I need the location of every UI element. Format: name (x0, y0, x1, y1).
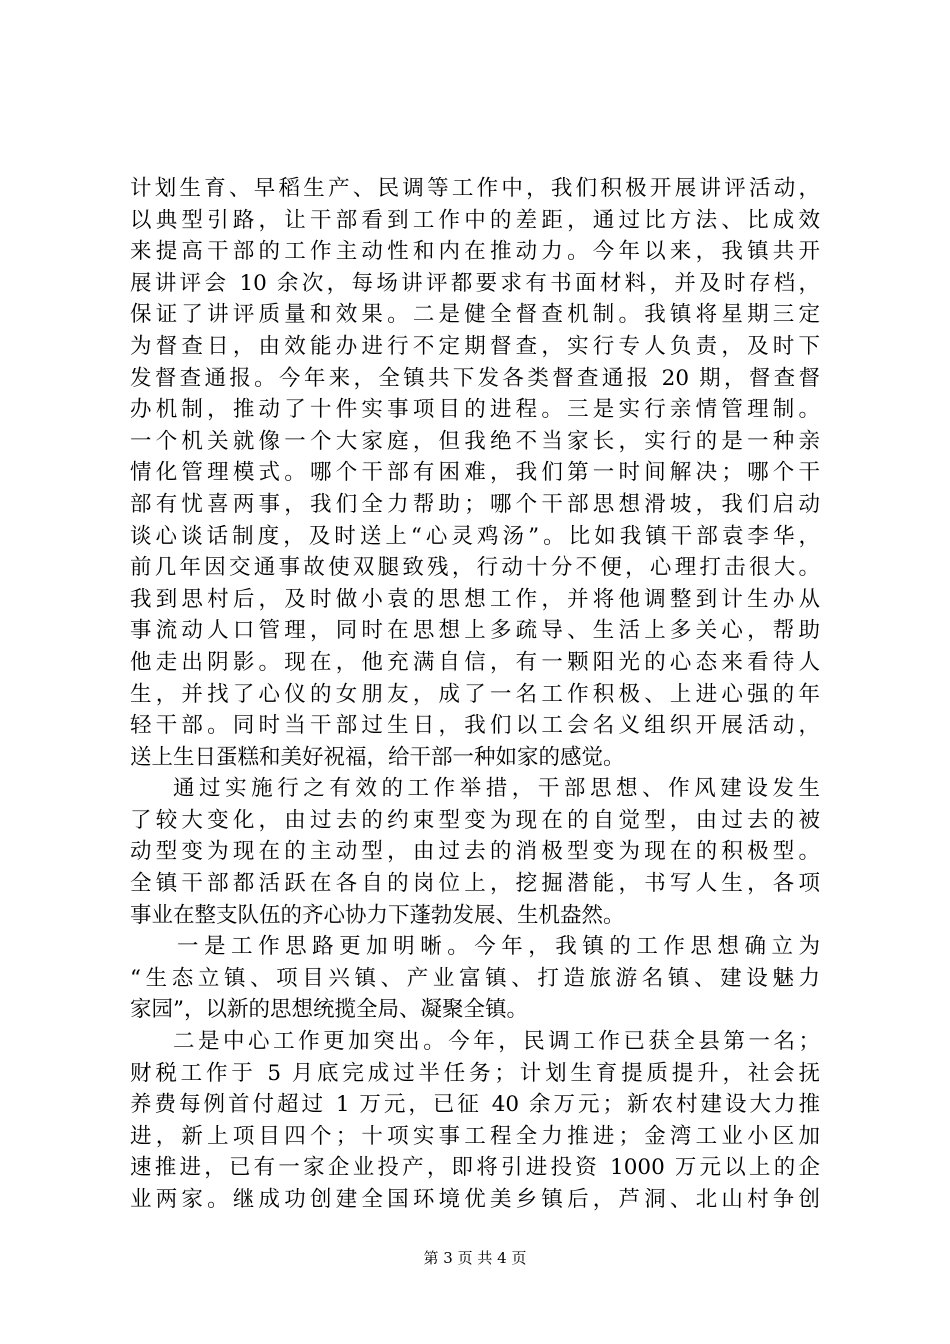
text-line: 事流动人口管理，同时在思想上多疏导、生活上多关心，帮助 (130, 618, 820, 644)
paragraph-first-line: 二是中心工作更加突出。今年，民调工作已获全县第一名； (173, 1029, 820, 1055)
text-line: 动型变为现在的主动型，由过去的消极型变为现在的积极型。 (130, 839, 820, 865)
text-line: 事业在整支队伍的齐心协力下蓬勃发展、生机盎然。 (130, 902, 625, 928)
text-line: 他走出阴影。现在，他充满自信，有一颗阳光的心态来看待人 (130, 649, 820, 675)
text-line: 我到思村后，及时做小袁的思想工作，并将他调整到计生办从 (130, 586, 820, 612)
text-line: 前几年因交通事故使双腿致残，行动十分不便，心理打击很大。 (130, 555, 820, 581)
page-number-footer: 第 3 页 共 4 页 (423, 1249, 527, 1267)
text-line: 一个机关就像一个大家庭，但我绝不当家长，实行的是一种亲 (130, 428, 820, 454)
text-line: 以典型引路，让干部看到工作中的差距，通过比方法、比成效 (130, 207, 820, 233)
text-line: 养费每例首付超过 1 万元，已征 40 余万元；新农村建设大力推 (130, 1092, 820, 1118)
text-line: 来提高干部的工作主动性和内在推动力。今年以来，我镇共开 (130, 239, 820, 265)
paragraph-first-line: 一是工作思路更加明晰。今年，我镇的工作思想确立为 (177, 934, 820, 960)
text-line: 办机制，推动了十件实事项目的进程。三是实行亲情管理制。 (130, 397, 820, 423)
text-line: 情化管理模式。哪个干部有困难，我们第一时间解决；哪个干 (130, 460, 820, 486)
text-line: 了较大变化，由过去的约束型变为现在的自觉型，由过去的被 (130, 807, 820, 833)
text-line: 家园”，以新的思想统揽全局、凝聚全镇。 (130, 997, 528, 1023)
text-line: 展讲评会 10 余次，每场讲评都要求有书面材料，并及时存档， (130, 270, 820, 296)
text-line: 为督查日，由效能办进行不定期督查，实行专人负责，及时下 (130, 333, 820, 359)
text-line: 全镇干部都活跃在各自的岗位上，挖掘潜能，书写人生，各项 (130, 871, 820, 897)
text-line: 业两家。继成功创建全国环境优美乡镇后，芦洞、北山村争创 (130, 1187, 820, 1212)
paragraph-first-line: 通过实施行之有效的工作举措，干部思想、作风建设发生 (173, 776, 820, 802)
text-line: 轻干部。同时当干部过生日，我们以工会名义组织开展活动， (130, 713, 820, 739)
text-line: 送上生日蛋糕和美好祝福，给干部一种如家的感觉。 (130, 744, 625, 770)
text-line: 进，新上项目四个；十项实事工程全力推进；金湾工业小区加 (130, 1123, 820, 1149)
text-line: 财税工作于 5 月底完成过半任务；计划生育提质提升，社会抚 (130, 1060, 820, 1086)
text-line: 发督查通报。今年来，全镇共下发各类督查通报 20 期，督查督 (130, 365, 820, 391)
text-line: 保证了讲评质量和效果。二是健全督查机制。我镇将星期三定 (130, 302, 820, 328)
text-line: 部有忧喜两事，我们全力帮助；哪个干部思想滑坡，我们启动 (130, 491, 820, 517)
text-line: 速推进，已有一家企业投产，即将引进投资 1000 万元以上的企 (130, 1155, 820, 1181)
text-line: “生态立镇、项目兴镇、产业富镇、打造旅游名镇、建设魅力 (130, 965, 820, 991)
text-line: 生，并找了心仪的女朋友，成了一名工作积极、上进心强的年 (130, 681, 820, 707)
body-text (130, 173, 820, 1216)
text-line: 计划生育、早稻生产、民调等工作中，我们积极开展讲评活动， (130, 176, 820, 201)
text-line: 谈心谈话制度，及时送上“心灵鸡汤”。比如我镇干部袁李华， (130, 523, 820, 549)
